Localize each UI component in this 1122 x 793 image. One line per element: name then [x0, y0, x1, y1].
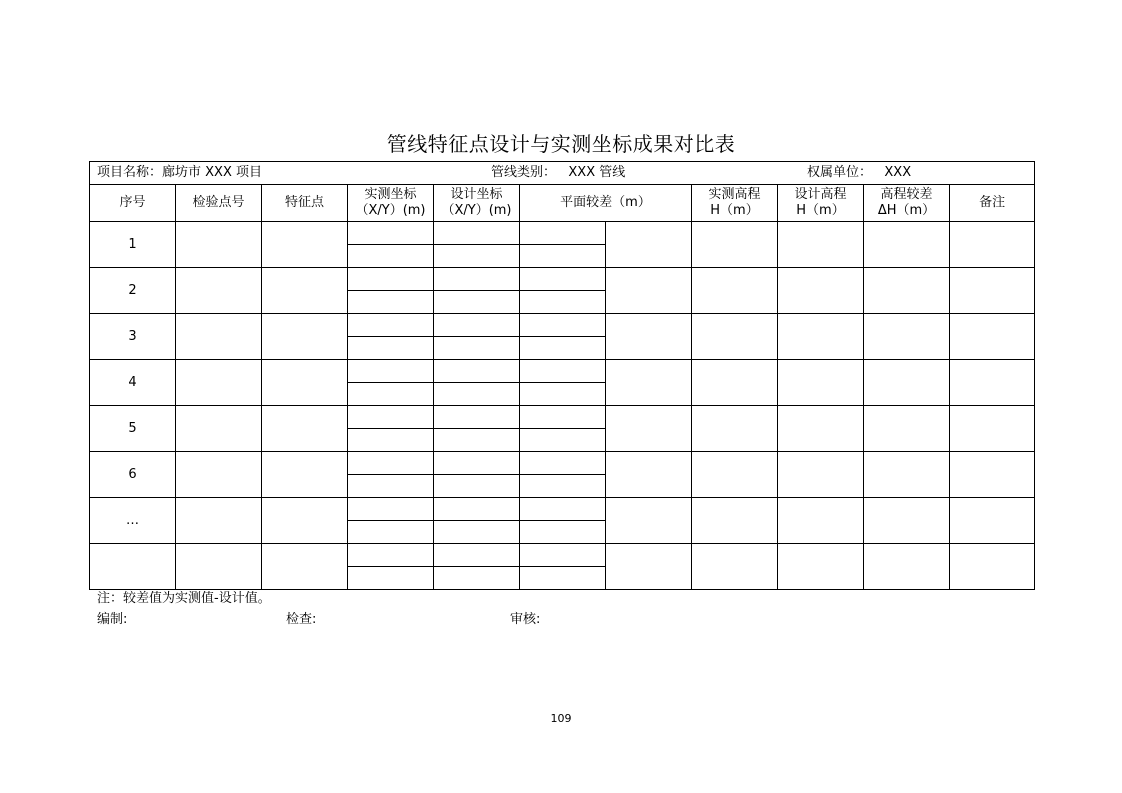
info-cell	[90, 162, 1035, 185]
page-title: 管线特征点设计与实测坐标成果对比表	[386, 132, 736, 156]
row-elev-diff	[864, 268, 950, 314]
row-measured-elev	[692, 314, 778, 360]
row-seq: 4	[90, 360, 176, 406]
row-design-elev	[778, 452, 864, 498]
row-design-coord-y	[434, 337, 520, 360]
row-remark	[950, 268, 1035, 314]
table-row	[90, 452, 1035, 475]
row-elev-diff	[864, 452, 950, 498]
header-check-point: 检验点号	[176, 185, 262, 222]
row-measured-coord-y	[348, 337, 434, 360]
row-design-coord-y	[434, 291, 520, 314]
row-remark	[950, 544, 1035, 590]
reviewed-by-label: 审核:	[510, 612, 541, 627]
row-seq: …	[90, 498, 176, 544]
row-remark	[950, 314, 1035, 360]
pipeline-category: 管线类别： XXX 管线	[491, 165, 626, 180]
row-measured-coord-y	[348, 429, 434, 452]
header-feature-point: 特征点	[262, 185, 348, 222]
row-plane-diff-total	[606, 314, 692, 360]
row-measured-coord-y	[348, 245, 434, 268]
row-elev-diff	[864, 498, 950, 544]
row-design-coord-x	[434, 360, 520, 383]
header-elev-diff	[864, 185, 950, 222]
row-check-point	[176, 406, 262, 452]
row-plane-diff-y	[520, 291, 606, 314]
header-measured-coord-line1: 实测坐标	[364, 187, 417, 202]
row-check-point	[176, 314, 262, 360]
row-design-elev	[778, 360, 864, 406]
row-design-coord-x	[434, 498, 520, 521]
row-plane-diff-total	[606, 544, 692, 590]
row-elev-diff	[864, 222, 950, 268]
row-seq: 3	[90, 314, 176, 360]
row-elev-diff	[864, 544, 950, 590]
row-check-point	[176, 498, 262, 544]
header-remark: 备注	[950, 185, 1035, 222]
header-measured-elev	[692, 185, 778, 222]
header-measured-elev-line2: H（m）	[710, 203, 759, 218]
row-measured-coord-y	[348, 291, 434, 314]
row-design-elev	[778, 544, 864, 590]
header-design-elev-line2: H（m）	[796, 203, 845, 218]
row-plane-diff-total	[606, 498, 692, 544]
row-remark	[950, 360, 1035, 406]
row-plane-diff-total	[606, 406, 692, 452]
table-row	[90, 406, 1035, 429]
table-row	[90, 268, 1035, 291]
row-design-elev	[778, 498, 864, 544]
table-row	[90, 498, 1035, 521]
row-design-coord-y	[434, 521, 520, 544]
row-design-elev	[778, 268, 864, 314]
row-design-coord-y	[434, 475, 520, 498]
row-measured-elev	[692, 544, 778, 590]
row-plane-diff-y	[520, 567, 606, 590]
row-measured-coord-x	[348, 360, 434, 383]
row-check-point	[176, 452, 262, 498]
row-seq: 6	[90, 452, 176, 498]
row-plane-diff-total	[606, 222, 692, 268]
row-plane-diff-total	[606, 360, 692, 406]
row-design-elev	[778, 314, 864, 360]
compiled-by-label: 编制:	[97, 612, 128, 627]
row-design-coord-y	[434, 567, 520, 590]
row-plane-diff-y	[520, 475, 606, 498]
header-design-coord	[434, 185, 520, 222]
row-design-coord-x	[434, 406, 520, 429]
row-design-coord-x	[434, 314, 520, 337]
row-plane-diff-y	[520, 521, 606, 544]
row-design-coord-y	[434, 245, 520, 268]
row-measured-elev	[692, 360, 778, 406]
row-plane-diff-total	[606, 268, 692, 314]
table-row	[90, 544, 1035, 567]
header-design-elev-line1: 设计高程	[794, 187, 847, 202]
row-feature-point	[262, 360, 348, 406]
row-seq: 1	[90, 222, 176, 268]
info-row	[90, 162, 1035, 185]
table-row	[90, 360, 1035, 383]
row-plane-diff-y	[520, 429, 606, 452]
row-check-point	[176, 544, 262, 590]
row-design-coord-y	[434, 429, 520, 452]
row-plane-diff-x	[520, 406, 606, 429]
row-plane-diff-y	[520, 337, 606, 360]
row-design-coord-x	[434, 452, 520, 475]
row-plane-diff-y	[520, 245, 606, 268]
row-feature-point	[262, 222, 348, 268]
row-design-coord-y	[434, 383, 520, 406]
header-seq: 序号	[90, 185, 176, 222]
row-measured-elev	[692, 268, 778, 314]
header-elev-diff-line2: ΔH（m）	[877, 203, 936, 218]
row-plane-diff-total	[606, 452, 692, 498]
row-feature-point	[262, 406, 348, 452]
header-design-elev	[778, 185, 864, 222]
row-plane-diff-y	[520, 383, 606, 406]
row-check-point	[176, 222, 262, 268]
table-note: 注：较差值为实测值-设计值。	[97, 591, 271, 606]
row-measured-coord-x	[348, 544, 434, 567]
row-design-coord-x	[434, 268, 520, 291]
header-row	[90, 185, 1035, 222]
row-measured-coord-y	[348, 475, 434, 498]
row-plane-diff-x	[520, 314, 606, 337]
row-measured-coord-x	[348, 498, 434, 521]
header-elev-diff-line1: 高程较差	[880, 187, 933, 202]
table-row	[90, 314, 1035, 337]
row-measured-coord-x	[348, 268, 434, 291]
row-feature-point	[262, 498, 348, 544]
row-elev-diff	[864, 314, 950, 360]
row-feature-point	[262, 268, 348, 314]
row-remark	[950, 406, 1035, 452]
row-check-point	[176, 360, 262, 406]
row-measured-coord-y	[348, 383, 434, 406]
row-measured-elev	[692, 222, 778, 268]
row-elev-diff	[864, 406, 950, 452]
row-design-coord-x	[434, 222, 520, 245]
page-number: 109	[550, 712, 572, 725]
header-design-coord-line1: 设计坐标	[450, 187, 503, 202]
checked-by-label: 检查:	[286, 612, 317, 627]
row-seq	[90, 544, 176, 590]
row-measured-coord-x	[348, 406, 434, 429]
project-name: 项目名称：廊坊市 XXX 项目	[97, 165, 262, 180]
row-remark	[950, 498, 1035, 544]
row-design-coord-x	[434, 544, 520, 567]
row-remark	[950, 452, 1035, 498]
row-seq: 5	[90, 406, 176, 452]
row-plane-diff-x	[520, 544, 606, 567]
row-measured-coord-x	[348, 314, 434, 337]
owner-unit: 权属单位： XXX	[807, 165, 912, 180]
row-feature-point	[262, 452, 348, 498]
header-plane-diff: 平面较差（m）	[520, 185, 692, 222]
row-remark	[950, 222, 1035, 268]
row-plane-diff-x	[520, 222, 606, 245]
header-measured-elev-line1: 实测高程	[708, 187, 761, 202]
header-measured-coord	[348, 185, 434, 222]
row-plane-diff-x	[520, 498, 606, 521]
header-design-coord-line2: （X/Y）(m)	[441, 203, 512, 218]
row-feature-point	[262, 314, 348, 360]
row-elev-diff	[864, 360, 950, 406]
header-measured-coord-line2: （X/Y）(m)	[355, 203, 426, 218]
row-check-point	[176, 268, 262, 314]
row-seq: 2	[90, 268, 176, 314]
row-measured-elev	[692, 406, 778, 452]
row-measured-coord-x	[348, 452, 434, 475]
row-feature-point	[262, 544, 348, 590]
row-plane-diff-x	[520, 360, 606, 383]
row-measured-elev	[692, 498, 778, 544]
row-measured-coord-y	[348, 521, 434, 544]
table-row	[90, 222, 1035, 245]
row-plane-diff-x	[520, 268, 606, 291]
comparison-table	[89, 161, 1035, 590]
row-design-elev	[778, 222, 864, 268]
row-design-elev	[778, 406, 864, 452]
row-measured-elev	[692, 452, 778, 498]
row-measured-coord-x	[348, 222, 434, 245]
row-measured-coord-y	[348, 567, 434, 590]
row-plane-diff-x	[520, 452, 606, 475]
